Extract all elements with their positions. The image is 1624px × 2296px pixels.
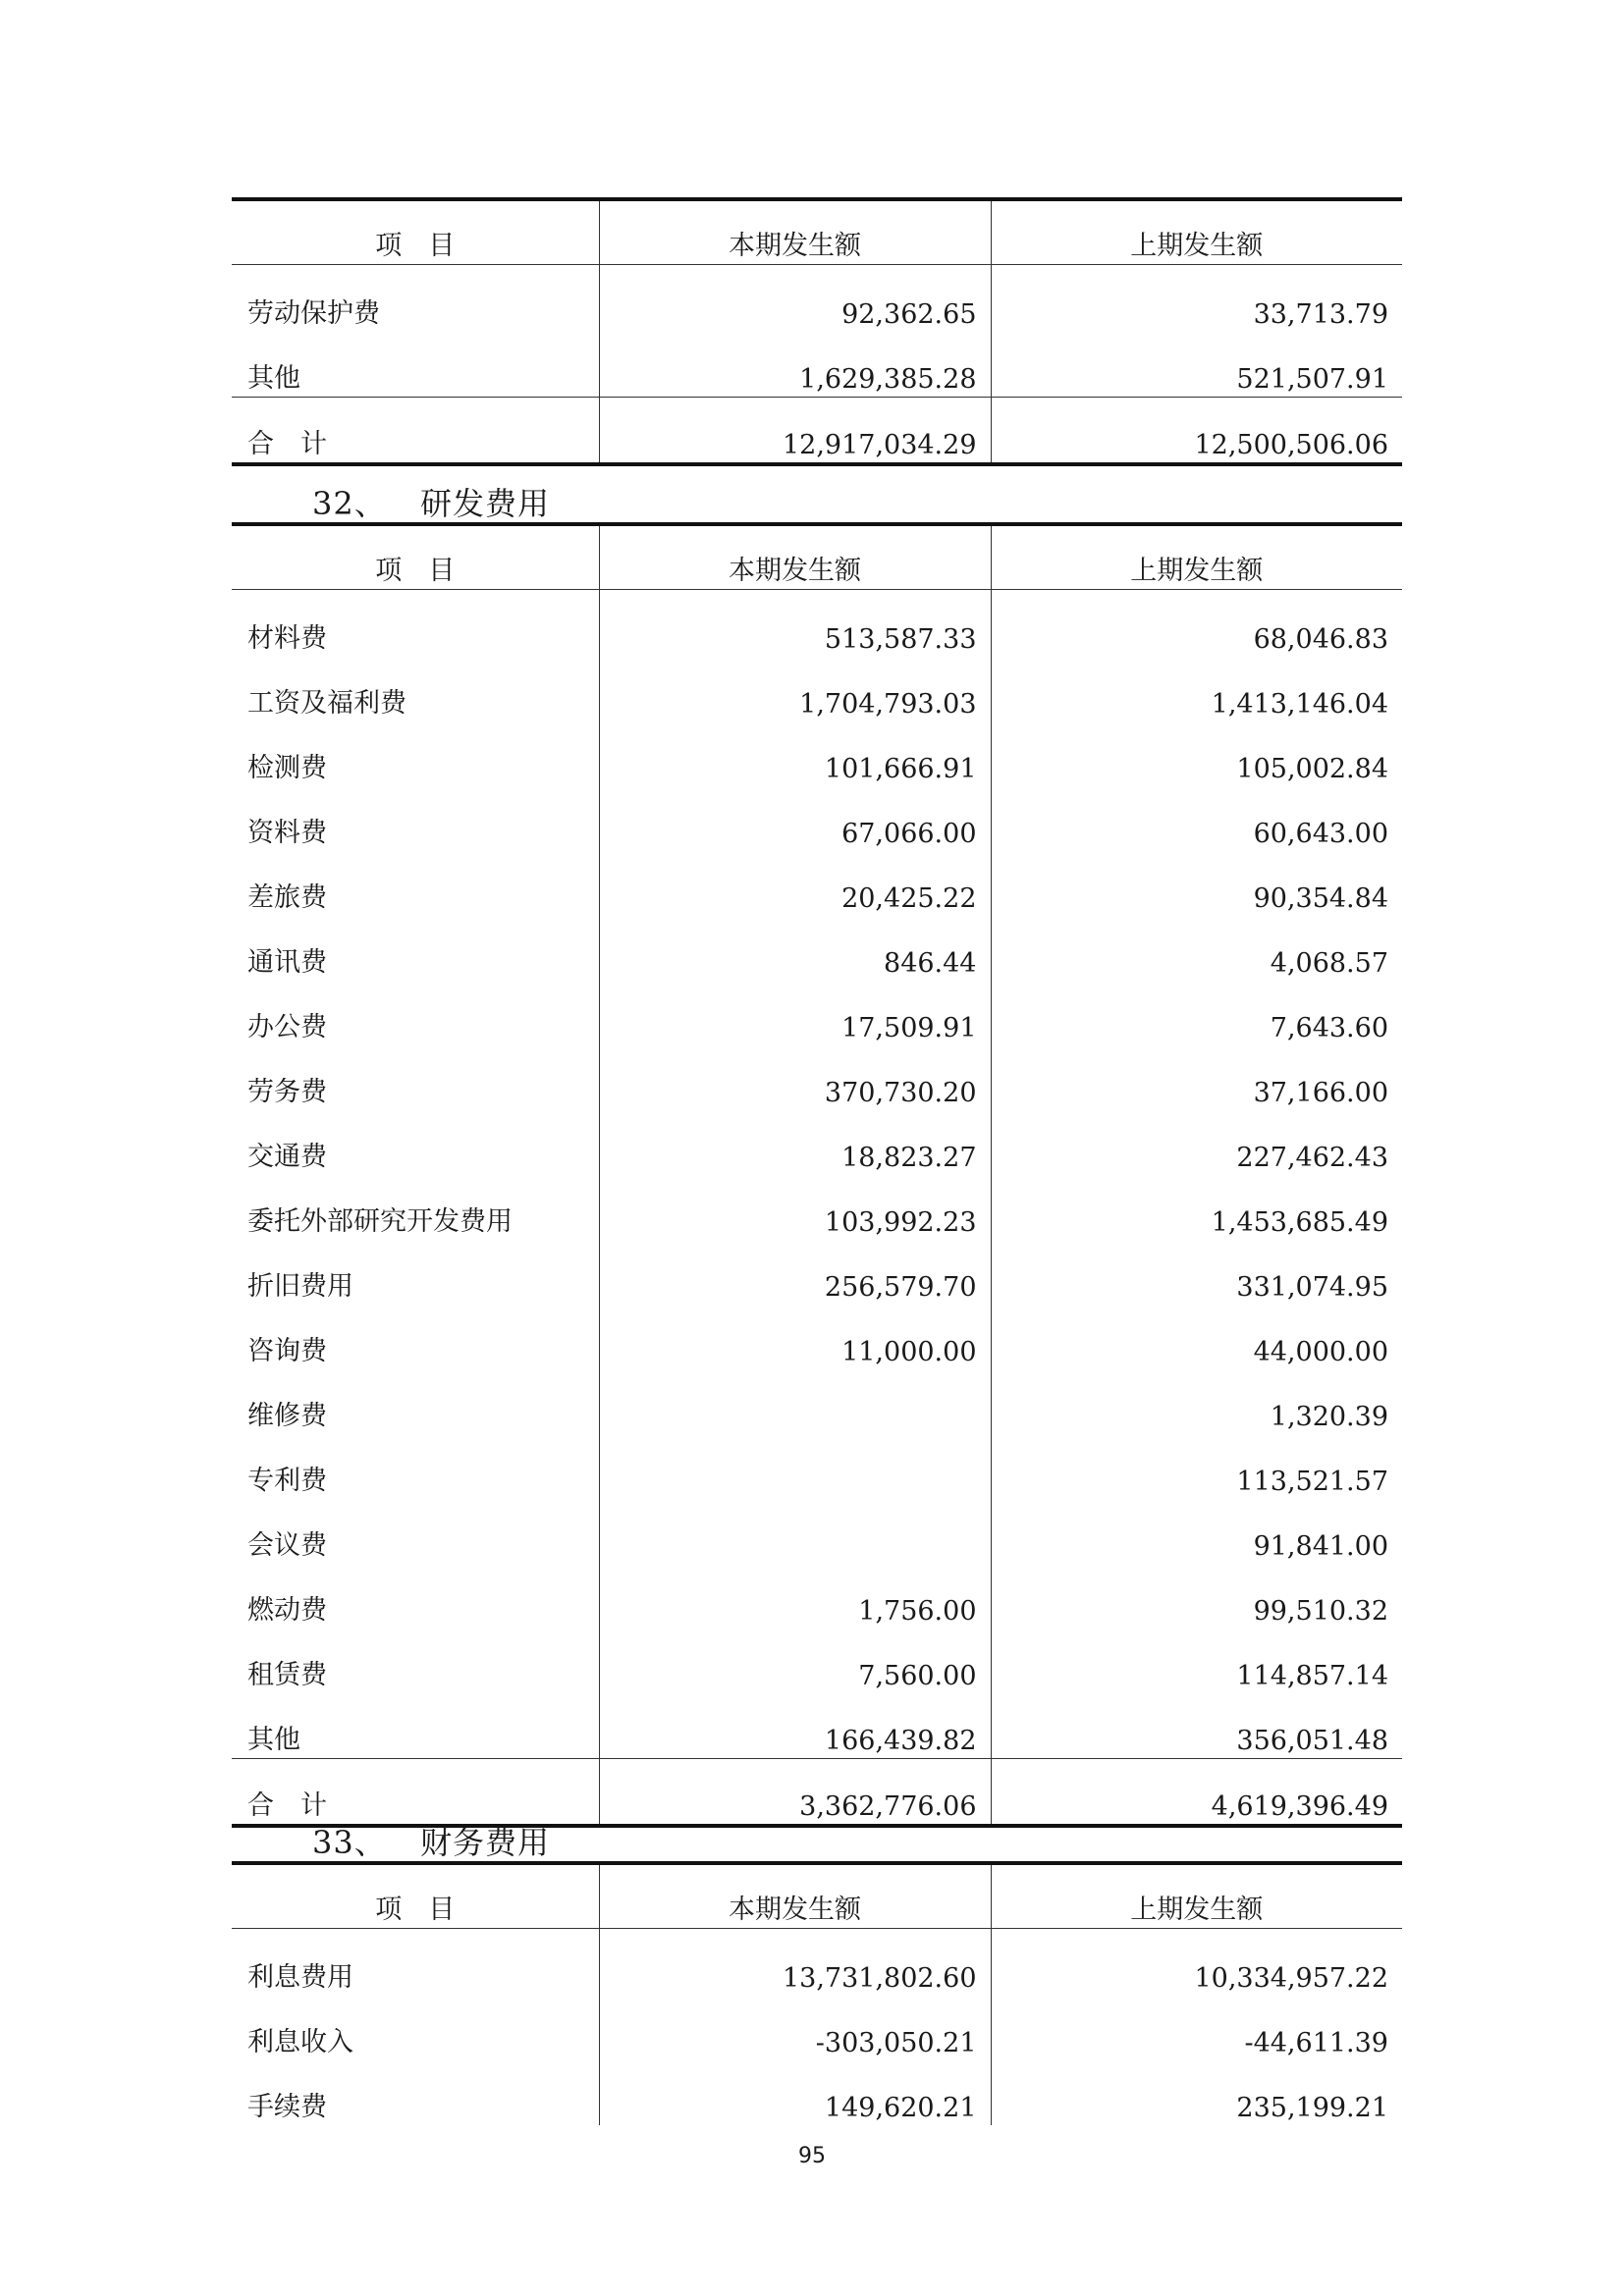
current-amount: 103,992.23 bbox=[599, 1175, 991, 1240]
table-row bbox=[232, 657, 1402, 721]
prior-amount: 4,068.57 bbox=[991, 916, 1402, 981]
row-label: 工资及福利费 bbox=[247, 688, 406, 719]
page-number: 95 bbox=[798, 2144, 826, 2168]
total-row bbox=[232, 1759, 1402, 1827]
row-label: 利息费用 bbox=[247, 1962, 353, 1993]
row-label: 租赁费 bbox=[247, 1660, 327, 1690]
header-prior-period: 上期发生额 bbox=[991, 524, 1402, 590]
header-current-period: 本期发生额 bbox=[599, 524, 991, 590]
table-row bbox=[232, 2060, 1402, 2125]
table-row bbox=[232, 265, 1402, 333]
row-label: 委托外部研究开发费用 bbox=[247, 1206, 513, 1237]
table-row bbox=[232, 1693, 1402, 1759]
prior-amount: 99,510.32 bbox=[991, 1564, 1402, 1629]
prior-amount: 356,051.48 bbox=[991, 1693, 1402, 1759]
table-row bbox=[232, 916, 1402, 981]
section-heading-33 bbox=[312, 1818, 550, 1863]
current-amount: 166,439.82 bbox=[599, 1693, 991, 1759]
table-row bbox=[232, 981, 1402, 1045]
row-label: 办公费 bbox=[247, 1012, 327, 1042]
section-number: 32、 bbox=[312, 485, 387, 522]
table-row bbox=[232, 721, 1402, 786]
section-title: 财务费用 bbox=[420, 1824, 551, 1861]
prior-amount: 105,002.84 bbox=[991, 721, 1402, 786]
row-label: 咨询费 bbox=[247, 1336, 327, 1366]
table-row bbox=[232, 1996, 1402, 2060]
row-label: 交通费 bbox=[247, 1142, 327, 1172]
table-row bbox=[232, 590, 1402, 658]
prior-amount: 7,643.60 bbox=[991, 981, 1402, 1045]
current-amount: 1,756.00 bbox=[599, 1564, 991, 1629]
prior-amount: 227,462.43 bbox=[991, 1110, 1402, 1175]
table-row bbox=[232, 332, 1402, 398]
table-row bbox=[232, 1629, 1402, 1693]
prior-amount: 10,334,957.22 bbox=[991, 1929, 1402, 1997]
total-current: 12,917,034.29 bbox=[599, 398, 991, 465]
current-amount: 370,730.20 bbox=[599, 1045, 991, 1110]
table-row bbox=[232, 1929, 1402, 1997]
total-label: 合 计 bbox=[232, 398, 599, 465]
row-label: 劳务费 bbox=[247, 1077, 327, 1107]
total-prior: 12,500,506.06 bbox=[991, 398, 1402, 465]
prior-amount: 91,841.00 bbox=[991, 1499, 1402, 1564]
finance-expense-table bbox=[232, 1861, 1402, 2125]
row-label: 资料费 bbox=[247, 818, 327, 848]
current-amount: 11,000.00 bbox=[599, 1305, 991, 1369]
current-amount: 92,362.65 bbox=[599, 265, 991, 333]
prior-amount: 68,046.83 bbox=[991, 590, 1402, 658]
table-row bbox=[232, 1434, 1402, 1499]
current-amount: 513,587.33 bbox=[599, 590, 991, 658]
header-current-period: 本期发生额 bbox=[599, 1863, 991, 1929]
table-row bbox=[232, 1305, 1402, 1369]
current-amount: 256,579.70 bbox=[599, 1240, 991, 1305]
prior-amount: 44,000.00 bbox=[991, 1305, 1402, 1369]
row-label: 利息收入 bbox=[247, 2027, 353, 2057]
row-label: 其他 bbox=[247, 1725, 300, 1755]
section-heading-32 bbox=[312, 479, 550, 524]
header-prior-period: 上期发生额 bbox=[991, 199, 1402, 265]
total-current: 3,362,776.06 bbox=[599, 1759, 991, 1827]
current-amount: 149,620.21 bbox=[599, 2060, 991, 2125]
row-label: 会议费 bbox=[247, 1530, 327, 1561]
prior-amount: 521,507.91 bbox=[991, 332, 1402, 398]
total-row bbox=[232, 398, 1402, 465]
row-label: 通讯费 bbox=[247, 947, 327, 978]
rd-expense-table bbox=[232, 522, 1402, 1828]
current-amount: 17,509.91 bbox=[599, 981, 991, 1045]
header-item: 项 目 bbox=[232, 1863, 599, 1929]
expense-table-continued bbox=[232, 197, 1402, 466]
row-label: 手续费 bbox=[247, 2092, 327, 2122]
table-row bbox=[232, 1045, 1402, 1110]
row-label: 专利费 bbox=[247, 1466, 327, 1496]
current-amount: 13,731,802.60 bbox=[599, 1929, 991, 1997]
row-label: 差旅费 bbox=[247, 882, 327, 913]
current-amount bbox=[599, 1434, 991, 1499]
row-label: 劳动保护费 bbox=[247, 298, 380, 329]
prior-amount: -44,611.39 bbox=[991, 1996, 1402, 2060]
table-row bbox=[232, 786, 1402, 851]
header-item: 项 目 bbox=[232, 524, 599, 590]
table-row bbox=[232, 1110, 1402, 1175]
table-row bbox=[232, 1564, 1402, 1629]
section-number: 33、 bbox=[312, 1824, 387, 1861]
section-title: 研发费用 bbox=[420, 485, 551, 522]
header-current-period: 本期发生额 bbox=[599, 199, 991, 265]
current-amount: -303,050.21 bbox=[599, 1996, 991, 2060]
current-amount: 7,560.00 bbox=[599, 1629, 991, 1693]
table-row bbox=[232, 851, 1402, 916]
prior-amount: 113,521.57 bbox=[991, 1434, 1402, 1499]
prior-amount: 90,354.84 bbox=[991, 851, 1402, 916]
row-label: 检测费 bbox=[247, 753, 327, 783]
current-amount: 20,425.22 bbox=[599, 851, 991, 916]
prior-amount: 1,320.39 bbox=[991, 1369, 1402, 1434]
prior-amount: 1,453,685.49 bbox=[991, 1175, 1402, 1240]
row-label: 维修费 bbox=[247, 1401, 327, 1431]
current-amount: 67,066.00 bbox=[599, 786, 991, 851]
current-amount: 846.44 bbox=[599, 916, 991, 981]
current-amount: 1,629,385.28 bbox=[599, 332, 991, 398]
row-label: 其他 bbox=[247, 363, 300, 394]
current-amount bbox=[599, 1499, 991, 1564]
prior-amount: 114,857.14 bbox=[991, 1629, 1402, 1693]
row-label: 折旧费用 bbox=[247, 1271, 353, 1302]
prior-amount: 37,166.00 bbox=[991, 1045, 1402, 1110]
total-label: 合 计 bbox=[232, 1759, 599, 1827]
prior-amount: 33,713.79 bbox=[991, 265, 1402, 333]
prior-amount: 331,074.95 bbox=[991, 1240, 1402, 1305]
current-amount bbox=[599, 1369, 991, 1434]
row-label: 燃动费 bbox=[247, 1595, 327, 1626]
header-prior-period: 上期发生额 bbox=[991, 1863, 1402, 1929]
prior-amount: 1,413,146.04 bbox=[991, 657, 1402, 721]
current-amount: 1,704,793.03 bbox=[599, 657, 991, 721]
prior-amount: 60,643.00 bbox=[991, 786, 1402, 851]
current-amount: 101,666.91 bbox=[599, 721, 991, 786]
current-amount: 18,823.27 bbox=[599, 1110, 991, 1175]
table-row bbox=[232, 1240, 1402, 1305]
prior-amount: 235,199.21 bbox=[991, 2060, 1402, 2125]
header-item: 项 目 bbox=[232, 199, 599, 265]
total-prior: 4,619,396.49 bbox=[991, 1759, 1402, 1827]
row-label: 材料费 bbox=[247, 623, 327, 654]
table-row bbox=[232, 1369, 1402, 1434]
table-row bbox=[232, 1175, 1402, 1240]
table-row bbox=[232, 1499, 1402, 1564]
